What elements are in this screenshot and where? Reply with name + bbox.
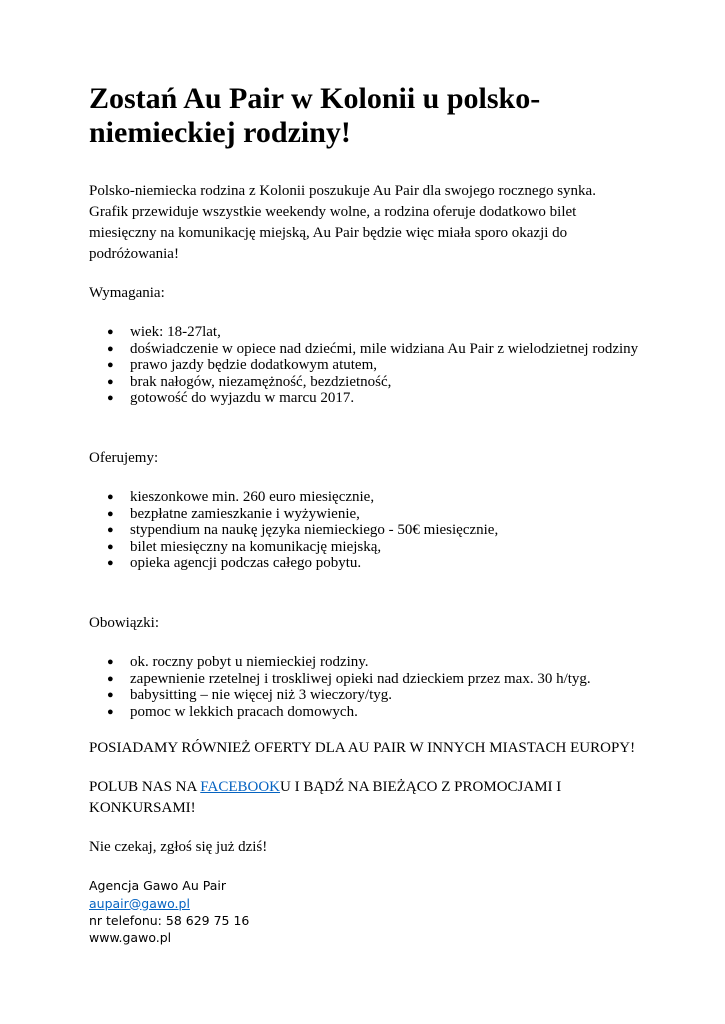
contact-block: [89, 877, 649, 946]
offers-list: [89, 489, 649, 572]
list-item: ● zapewnienie rzetelnej i troskliwej opieki nad dzieckiem przez max. 30 h/tyg.: [107, 670, 591, 687]
phone-number: nr telefonu: 58 629 75 16: [89, 912, 250, 928]
bullet-dot-icon: ●: [107, 672, 114, 685]
title-line-2: niemieckiej rodziny!: [89, 116, 351, 149]
facebook-promo-before: POLUB NAS NA: [89, 779, 201, 796]
intro-paragraph: Polsko-niemiecka rodzina z Kolonii poszukuje Au Pair dla swojego rocznego synka. Grafik przewiduje wszystkie weekendy wolne, a rodzina oferuje dodatkowo bilet miesięczny na komunikację miejską, Au Pair będzie więc miała sporo okazji do podróżowania!: [89, 183, 596, 262]
bullet-dot-icon: ●: [107, 326, 114, 338]
title-line-1: Zostań Au Pair w Kolonii u polsko-: [89, 82, 541, 115]
list-item: ● wiek: 18-27lat,: [107, 324, 221, 340]
facebook-promo-after: U I BĄDŹ NA BIEŻĄCO Z PROMOCJAMI I KONKURSAMI!: [89, 779, 562, 817]
bullet-dot-icon: ●: [107, 375, 114, 388]
other-cities-notice: POSIADAMY RÓWNIEŻ OFERTY DLA AU PAIR W INNYCH MIASTACH EUROPY!: [89, 740, 636, 757]
bullet-dot-icon: ●: [107, 507, 114, 520]
call-to-action: Nie czekaj, zgłoś się już dziś!: [89, 839, 268, 856]
bullet-dot-icon: ●: [107, 392, 114, 405]
bullet-dot-icon: ●: [107, 705, 114, 718]
spacer: [89, 407, 649, 448]
agency-name: Agencja Gawo Au Pair: [89, 878, 226, 894]
list-item: ● gotowość do wyjazdu w marcu 2017.: [107, 390, 355, 407]
requirements-heading: Wymagania:: [89, 285, 165, 301]
bullet-dot-icon: ●: [107, 689, 114, 702]
duties-list: [89, 654, 649, 720]
requirements-list: [89, 324, 649, 407]
facebook-promo: [89, 777, 649, 819]
offers-heading: Oferujemy:: [89, 449, 159, 466]
list-item: ● bilet miesięczny na komunikację miejską,: [107, 538, 382, 555]
list-item: ● prawo jazdy będzie dodatkowym atutem,: [107, 357, 378, 374]
bullet-dot-icon: ●: [107, 557, 114, 570]
page-title: [89, 82, 649, 150]
list-item: ● brak nałogów, niezamężność, bezdzietność,: [107, 373, 392, 390]
facebook-link[interactable]: FACEBOOK: [200, 779, 281, 796]
list-item: ● doświadczenie w opiece nad dziećmi, mile widziana Au Pair z wielodzietnej rodziny: [107, 340, 639, 357]
email-link[interactable]: aupair@gawo.pl: [89, 895, 190, 911]
bullet-dot-icon: ●: [107, 490, 114, 503]
bullet-dot-icon: ●: [107, 342, 114, 355]
bullet-dot-icon: ●: [107, 524, 114, 537]
document-page: [89, 82, 649, 946]
list-item: ● kieszonkowe min. 260 euro miesięcznie,: [107, 488, 375, 505]
list-item: ● opieka agencji podczas całego pobytu.: [107, 555, 362, 572]
list-item: ● stypendium na naukę języka niemieckiego - 50€ miesięcznie,: [107, 522, 499, 539]
spacer: [89, 572, 649, 613]
website-text: www.gawo.pl: [89, 929, 172, 945]
list-item: ● ok. roczny pobyt u niemieckiej rodziny.: [107, 653, 369, 670]
bullet-dot-icon: ●: [107, 359, 114, 372]
list-item: ● pomoc w lekkich pracach domowych.: [107, 703, 358, 720]
duties-heading: Obowiązki:: [89, 614, 159, 631]
list-item: ● bezpłatne zamieszkanie i wyżywienie,: [107, 505, 360, 522]
bullet-dot-icon: ●: [107, 655, 114, 668]
bullet-dot-icon: ●: [107, 540, 114, 553]
list-item: ● babysitting – nie więcej niż 3 wieczory/tyg.: [107, 687, 393, 704]
